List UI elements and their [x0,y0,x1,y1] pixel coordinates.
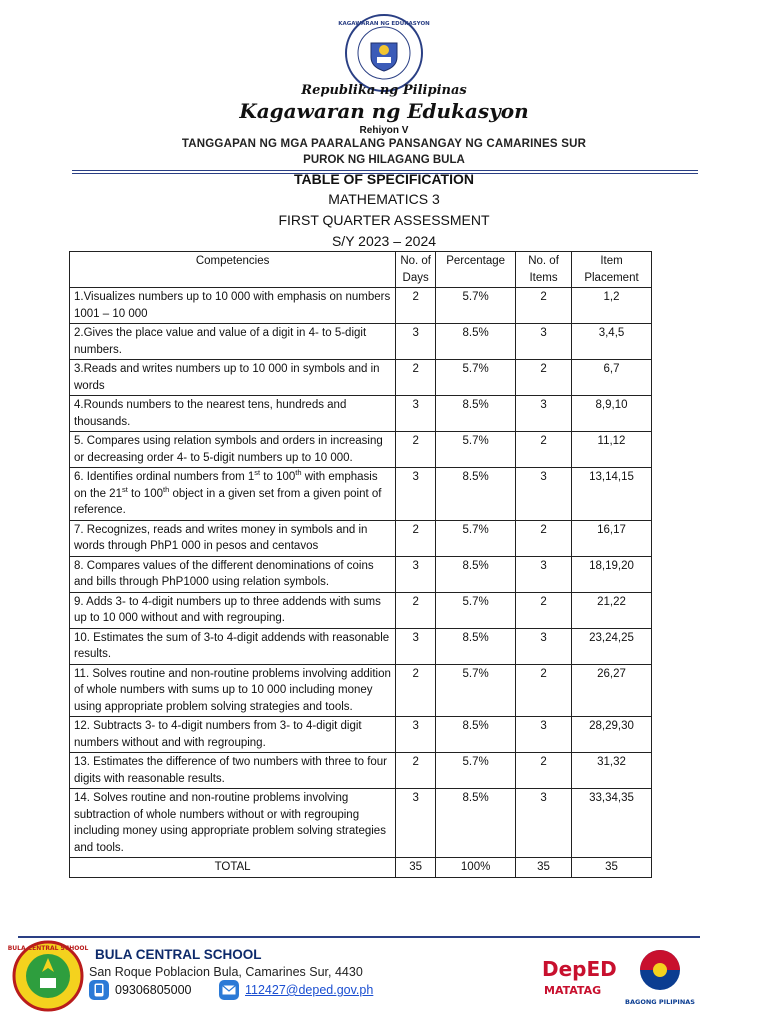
mail-icon [219,980,239,1000]
school-year-title: S/Y 2023 – 2024 [331,233,437,249]
placement-cell: 8,9,10 [572,396,652,432]
days-cell: 3 [396,556,436,592]
days-cell: 2 [396,288,436,324]
items-cell: 2 [516,432,572,468]
table-row [70,556,652,592]
district-heading: PUROK NG HILAGANG BULA [303,154,465,166]
placement-cell: 28,29,30 [572,717,652,753]
items-cell: 3 [516,717,572,753]
bagong-pilipinas-logo [625,946,695,1008]
ordinal-suffix: st [254,468,261,478]
table-row [70,628,652,664]
days-cell: 2 [396,664,436,717]
competency-text: to 100 [127,487,163,500]
placement-cell: 21,22 [572,592,652,628]
specification-table [69,251,652,878]
total-days: 35 [396,858,436,878]
percentage-cell: 8.5% [436,396,516,432]
items-cell: 3 [516,324,572,360]
placement-cell: 26,27 [572,664,652,717]
percentage-cell: 8.5% [436,717,516,753]
days-cell: 3 [396,324,436,360]
competency-text: with emphasis on the 21 [74,471,378,500]
days-cell: 3 [396,789,436,858]
percentage-cell: 5.7% [436,288,516,324]
region-heading: Rehiyon V [359,125,409,136]
table-row [70,717,652,753]
competency-cell: 1.Visualizes numbers up to 10 000 with emphasis on numbers 1001 – 10 000 [70,288,396,324]
svg-text:DepED: DepED [542,957,617,981]
days-cell: 2 [396,753,436,789]
competency-cell: 8. Compares values of the different denominations of coins and bills through PhP1000 using relation symbols. [70,556,396,592]
table-row [70,360,652,396]
header-percentage: Percentage [436,252,516,288]
placement-cell: 11,12 [572,432,652,468]
competency-cell: 13. Estimates the difference of two numbers with three to four digits with reasonable results. [70,753,396,789]
placement-cell: 3,4,5 [572,324,652,360]
competency-text: to 100 [260,471,296,483]
deped-matatag-logo [540,950,615,1000]
placement-cell: 13,14,15 [572,468,652,521]
competency-text: 6. Identifies ordinal numbers from 1 [74,471,255,483]
days-cell: 3 [396,468,436,521]
placement-cell: 23,24,25 [572,628,652,664]
table-row [70,468,652,521]
competency-cell: 2.Gives the place value and value of a digit in 4- to 5-digit numbers. [70,324,396,360]
school-logo [7,940,89,1012]
table-row [70,432,652,468]
placement-cell: 1,2 [572,288,652,324]
footer-divider [18,936,700,938]
total-items: 35 [516,858,572,878]
phone-icon [89,980,109,1000]
competency-cell: 11. Solves routine and non-routine problems involving addition of whole numbers with sums up to 10 000 including money using appropriate problem solving strategies and tools. [70,664,396,717]
competency-cell: 7. Recognizes, reads and writes money in symbols and in words through PhP1 000 in pesos and centavos [70,520,396,556]
days-cell: 3 [396,628,436,664]
email-link[interactable]: 112427@deped.gov.ph [245,983,374,997]
percentage-cell: 5.7% [436,432,516,468]
division-heading: TANGGAPAN NG MGA PAARALANG PANSANGAY NG CAMARINES SUR [181,138,587,150]
competency-text: object in a given set from a given point of reference. [74,487,382,516]
competency-cell: 12. Subtracts 3- to 4-digit numbers from 3- to 4-digit digit numbers without and with regrouping. [70,717,396,753]
deped-seal-logo [338,13,430,93]
total-row [70,858,652,878]
svg-text:KAGAWARAN NG EDUKASYON: KAGAWARAN NG EDUKASYON [338,21,430,27]
placement-cell: 31,32 [572,753,652,789]
competency-cell: 9. Adds 3- to 4-digit numbers up to three addends with sums up to 10 000 without and with regrouping. [70,592,396,628]
phone-number: 09306805000 [115,983,192,997]
days-cell: 2 [396,432,436,468]
table-row [70,664,652,717]
table-row [70,789,652,858]
items-cell: 3 [516,396,572,432]
items-cell: 2 [516,360,572,396]
email-contact [219,980,373,1000]
phone-contact [89,980,191,1000]
placement-cell: 6,7 [572,360,652,396]
ordinal-suffix: th [162,484,170,494]
percentage-cell: 8.5% [436,556,516,592]
placement-cell: 16,17 [572,520,652,556]
items-cell: 2 [516,753,572,789]
table-row [70,753,652,789]
table-row [70,288,652,324]
table-header-row [70,252,652,288]
days-cell: 3 [396,717,436,753]
days-cell: 2 [396,520,436,556]
svg-text:BAGONG PILIPINAS: BAGONG PILIPINAS [625,998,695,1006]
percentage-cell: 8.5% [436,324,516,360]
department-heading: Kagawaran ng Edukasyon [239,99,529,123]
header-competencies: Competencies [70,252,396,288]
total-placement: 35 [572,858,652,878]
competency-cell: 10. Estimates the sum of 3-to 4-digit addends with reasonable results. [70,628,396,664]
percentage-cell: 8.5% [436,628,516,664]
percentage-cell: 8.5% [436,789,516,858]
competency-cell: 14. Solves routine and non-routine problems involving subtraction of whole numbers without or with regrouping including money using appropriate problem solving strategies and tools. [70,789,396,858]
percentage-cell: 5.7% [436,360,516,396]
competency-cell [70,468,396,521]
header-days: No. of Days [396,252,436,288]
items-cell: 2 [516,520,572,556]
table-row [70,396,652,432]
svg-text:MATATAG: MATATAG [544,984,602,997]
table-row [70,592,652,628]
percentage-cell: 5.7% [436,520,516,556]
ordinal-suffix: th [295,468,302,478]
percentage-cell: 8.5% [436,468,516,521]
placement-cell: 33,34,35 [572,789,652,858]
school-address: San Roque Poblacion Bula, Camarines Sur, 4430 [89,965,363,979]
days-cell: 2 [396,592,436,628]
ordinal-suffix: st [121,484,128,494]
items-cell: 3 [516,468,572,521]
republic-heading: Republika ng Pilipinas [301,83,467,98]
header-placement: Item Placement [572,252,652,288]
percentage-cell: 5.7% [436,664,516,717]
document-title: TABLE OF SPECIFICATION [294,171,474,187]
svg-text:BULA CENTRAL SCHOOL: BULA CENTRAL SCHOOL [7,945,89,952]
days-cell: 3 [396,396,436,432]
items-cell: 3 [516,628,572,664]
items-cell: 2 [516,664,572,717]
items-cell: 2 [516,592,572,628]
competency-cell: 4.Rounds numbers to the nearest tens, hundreds and thousands. [70,396,396,432]
placement-cell: 18,19,20 [572,556,652,592]
competency-cell: 5. Compares using relation symbols and orders in increasing or decreasing order 4- to 5-digit numbers up to 10 000. [70,432,396,468]
total-label: TOTAL [70,858,396,878]
percentage-cell: 5.7% [436,592,516,628]
days-cell: 2 [396,360,436,396]
items-cell: 2 [516,288,572,324]
assessment-title: FIRST QUARTER ASSESSMENT [278,212,490,228]
total-percentage: 100% [436,858,516,878]
table-row [70,520,652,556]
subject-title: MATHEMATICS 3 [328,191,440,207]
percentage-cell: 5.7% [436,753,516,789]
items-cell: 3 [516,556,572,592]
items-cell: 3 [516,789,572,858]
school-name: BULA CENTRAL SCHOOL [95,947,262,962]
table-row [70,324,652,360]
competency-cell: 3.Reads and writes numbers up to 10 000 in symbols and in words [70,360,396,396]
header-items: No. of Items [516,252,572,288]
